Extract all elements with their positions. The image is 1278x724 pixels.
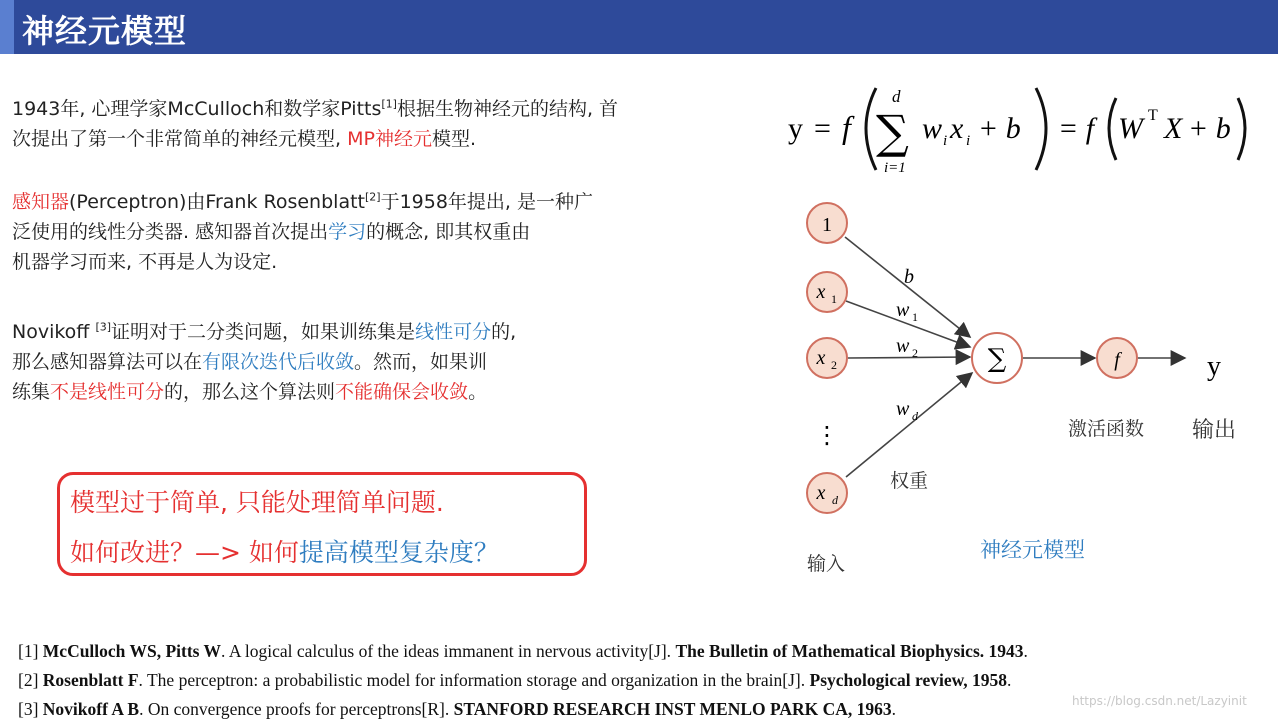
sum-sign: ∑ [876, 105, 909, 159]
ref-authors: Novikoff A B [42, 699, 140, 719]
node-x2-sub: 2 [831, 358, 837, 372]
ref-num: [1] [18, 641, 43, 661]
formula-eq: = [814, 112, 831, 145]
highlight-red: 不是线性可分 [50, 381, 165, 403]
weight-w1: w [896, 299, 910, 321]
watermark: https://blog.csdn.net/Lazyinit [1072, 694, 1247, 708]
text: 练集 [12, 381, 51, 403]
sum-symbol: ∑ [987, 344, 1007, 374]
formula-W: W [1118, 112, 1143, 145]
ellipsis-dots: ⋮ [815, 421, 839, 449]
activation-f: f [1114, 349, 1120, 371]
ref-end: . [891, 699, 897, 719]
citation: [2] [364, 190, 381, 204]
formula-w-sub: i [943, 133, 948, 149]
citation: [1] [381, 97, 397, 111]
text: 机器学习而来, 不再是人为设定. [12, 251, 278, 273]
ref-title: . A logical calculus of the ideas immanent in nervous activity[J]. [221, 641, 676, 661]
text: 泛使用的线性分类器. 感知器首次提出 [12, 221, 329, 243]
text: 于1958年提出, 是一种广 [380, 191, 594, 213]
weight-wd-sub: d [912, 409, 918, 423]
text: 如何改进？—> 如何 [70, 538, 299, 567]
formula-w: w [922, 112, 943, 145]
neuron-formula [780, 82, 1260, 178]
callout-line-2 [70, 533, 499, 569]
highlight-red: MP神经元 [347, 128, 432, 150]
formula-X: X [1164, 112, 1183, 145]
edge-x2 [848, 357, 970, 358]
citation: [3] [95, 320, 112, 334]
formula-x: x [950, 112, 964, 145]
highlight-red: 感知器 [12, 191, 70, 213]
formula-plus-b: + b [978, 112, 1021, 145]
ref-end: . [1007, 670, 1012, 690]
node-xd-label: x [816, 482, 826, 504]
text: 次提出了第一个非常简单的神经元模型, [12, 128, 348, 150]
paragraph-mp-neuron [12, 94, 618, 154]
diagram-caption: 神经元模型 [980, 538, 1085, 562]
callout-line-1: 模型过于简单, 只能处理简单问题. [70, 488, 444, 517]
highlight-blue: 有限次迭代后收敛 [202, 351, 355, 373]
node-xd [807, 473, 847, 513]
highlight-blue: 线性可分 [415, 321, 492, 343]
label-input: 输入 [807, 553, 846, 575]
formula-x-sub: i [966, 133, 971, 149]
slide-title: 神经元模型 [22, 12, 188, 50]
paren-right-2 [1238, 98, 1245, 160]
reference-2 [18, 666, 1028, 695]
ref-authors: Rosenblatt F [42, 670, 139, 690]
references [18, 637, 1028, 724]
text: 那么感知器算法可以在 [12, 351, 203, 373]
ref-journal: Psychological review, 1958 [809, 670, 1008, 690]
highlight-red: 不能确保会收敛 [335, 381, 469, 403]
text: 。 [468, 381, 488, 403]
weight-wd: w [896, 398, 910, 420]
label-activation: 激活函数 [1068, 418, 1145, 440]
ref-journal: The Bulletin of Mathematical Biophysics. 1943 [675, 641, 1024, 661]
ref-title: . The perceptron: a probabilistic model for information storage and organization in the brain[J]. [138, 670, 810, 690]
paragraph-perceptron [12, 187, 593, 277]
text: 的概念, 即其权重由 [366, 221, 531, 243]
weight-w2: w [896, 335, 910, 357]
callout-box [57, 472, 587, 576]
node-x1-label: x [816, 281, 826, 303]
ref-num: [2] [18, 670, 43, 690]
text: 。然而，如果训 [354, 351, 488, 373]
formula-eq2: = f [1058, 112, 1095, 145]
text: 证明对于二分类问题，如果训练集是 [111, 321, 416, 343]
highlight-blue: 提高模型复杂度？ [298, 538, 499, 567]
text: 模型. [431, 128, 476, 150]
ref-journal: STANFORD RESEARCH INST MENLO PARK CA, 1963 [453, 699, 892, 719]
weight-b: b [904, 266, 914, 288]
ref-end: . [1023, 641, 1028, 661]
paren-right [1036, 88, 1046, 170]
node-x2-label: x [816, 347, 826, 369]
node-x2 [807, 338, 847, 378]
paren-left [866, 88, 876, 170]
sum-bottom: i=1 [884, 160, 906, 176]
ref-title: . On convergence proofs for perceptrons[R]. [139, 699, 454, 719]
node-xd-sub: d [832, 493, 838, 507]
paragraph-novikoff [12, 317, 516, 407]
ref-authors: McCulloch WS, Pitts W [42, 641, 222, 661]
perceptron-diagram [790, 195, 1260, 595]
weight-w2-sub: 2 [912, 346, 918, 360]
weight-w1-sub: 1 [912, 310, 918, 324]
highlight-blue: 学习 [328, 221, 367, 243]
edge-xd [846, 373, 972, 477]
label-output: 输出 [1192, 418, 1237, 443]
label-weight: 权重 [890, 470, 929, 492]
header-accent-bar [0, 0, 14, 54]
ref-num: [3] [18, 699, 43, 719]
text: Novikoff [12, 321, 96, 343]
formula-T: T [1148, 107, 1158, 124]
formula-y: y [788, 112, 803, 145]
node-bias-label: 1 [822, 214, 832, 236]
reference-1 [18, 637, 1028, 666]
node-x1-sub: 1 [831, 292, 837, 306]
text: 根据生物神经元的结构, 首 [396, 98, 619, 120]
sum-top: d [892, 87, 901, 106]
text: 1943年, 心理学家McCulloch和数学家Pitts [12, 98, 382, 120]
node-x1 [807, 272, 847, 312]
text: 的, [491, 321, 517, 343]
formula-f: f [842, 109, 851, 145]
output-y: y [1207, 351, 1221, 382]
paren-left-2 [1109, 98, 1116, 160]
text: (Perceptron)由Frank Rosenblatt [69, 191, 365, 213]
slide-header [0, 0, 1278, 54]
formula-plus-b2: + b [1188, 112, 1231, 145]
text: 的，那么这个算法则 [164, 381, 336, 403]
reference-3 [18, 695, 1028, 724]
